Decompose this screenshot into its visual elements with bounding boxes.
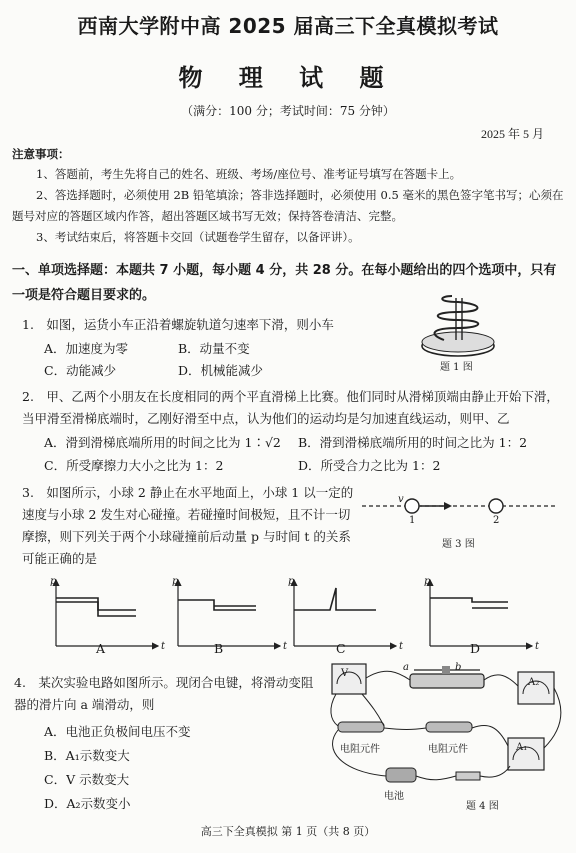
exam-meta: （满分：100 分；考试时间：75 分钟） <box>181 104 395 118</box>
exam-date: 2025 年 5 月 <box>480 127 544 141</box>
graph-b-t-label: t <box>283 641 288 652</box>
notes-heading: 注意事项： <box>12 147 70 161</box>
q1-caption: 题 1 图 <box>440 362 473 373</box>
q4-stem: 4. 某次实验电路如图所示。现闭合电键，将滑动变阻器的滑片向 a 端滑动，则 <box>14 675 314 712</box>
note-2: 2、答选择题时，必须使用 2B 铅笔填涂；答非选择题时，必须使用 0.5 毫米的黑色签字笔书写；心须在题号对应的答题区域内作答，超出答题区域书写无效；保持答卷清洁、完整。 <box>12 188 564 223</box>
graph-a-p-label: p <box>50 576 57 587</box>
q3-stem: 3. 如图所示，小球 2 静止在水平地面上，小球 1 以一定的速度与小球 2 发生对心碰撞。若碰撞时间极短，且不计一切摩擦，则下列关于两个小球碰撞前后动量 p 与时间 t 的关系可能正确的是 <box>22 485 354 566</box>
q4-terminal-b: b <box>455 662 462 673</box>
q3-caption: 题 3 图 <box>442 539 475 550</box>
q1-option-d: D．机械能减少 <box>178 363 264 378</box>
q2-option-a: A．滑到滑梯底端所用的时间之比为 1∶√2 <box>44 435 281 450</box>
q4-resistor-label-1: 电阻元件 <box>340 744 380 755</box>
graph-b-label: B <box>214 641 224 656</box>
q4-option-b: B．A₁示数变大 <box>44 748 130 763</box>
note-3: 3、考试结束后，将答题卡交回（试题卷学生留存，以备评讲）。 <box>36 230 360 244</box>
q4-option-d: D．A₂示数变小 <box>44 796 131 811</box>
graph-a-label: A <box>96 641 106 656</box>
graph-d-p-label: p <box>424 576 431 587</box>
q3-ball2-label: 2 <box>493 515 500 526</box>
q3-collision-figure <box>362 490 558 530</box>
section-heading: 一、单项选择题：本题共 7 小题，每小题 4 分，共 28 分。在每小题给出的四个选项中，只有一项是符合题目要求的。 <box>12 263 557 303</box>
graph-c-t-label: t <box>399 641 404 652</box>
graph-b-p-label: p <box>172 576 179 587</box>
graph-c <box>294 580 396 646</box>
q3-graphs <box>40 576 560 652</box>
spiral-track-figure <box>418 290 498 360</box>
q4-option-a: A．电池正负极间电压不变 <box>44 724 191 739</box>
q4-resistor-label-2: 电阻元件 <box>428 744 468 755</box>
q4-battery-label: 电池 <box>384 791 404 802</box>
q2-option-d: D．所受合力之比为 1：2 <box>298 458 441 473</box>
graph-c-p-label: p <box>288 576 295 587</box>
q4-caption: 题 4 图 <box>466 801 499 812</box>
q1-option-b: B．动量不变 <box>178 341 250 356</box>
q4-terminal-a: a <box>403 662 409 673</box>
q3-velocity-label: v <box>398 494 404 505</box>
graph-b <box>178 580 280 646</box>
graph-a <box>56 580 158 646</box>
q1-stem: 1. 如图，运货小车正沿着螺旋轨道匀速率下滑，则小车 <box>22 317 334 332</box>
q2-stem: 2. 甲、乙两个小朋友在长度相同的两个平直滑梯上比赛。他们同时从滑梯顶端由静止开始下滑，当甲滑至滑梯底端时，乙刚好滑至中点，认为他们的运动均是匀加速直线运动，则甲、乙 <box>22 389 559 426</box>
graph-d <box>430 580 532 646</box>
q4-option-c: C．V 示数变大 <box>44 772 130 787</box>
page-footer: 高三下全真模拟 第 1 页（共 8 页） <box>200 825 376 838</box>
q4-ammeter-a2-label: A₂ <box>528 677 540 688</box>
graph-a-t-label: t <box>161 641 166 652</box>
graph-d-label: D <box>470 641 481 656</box>
q1-option-a: A．加速度为零 <box>44 341 129 356</box>
q2-option-b: B．滑到滑梯底端所用的时间之比为 1：2 <box>298 435 528 450</box>
graph-d-t-label: t <box>535 641 540 652</box>
graph-c-label: C <box>336 641 346 656</box>
q3-ball1-label: 1 <box>409 515 416 526</box>
subject-title: 物 理 试 题 <box>178 63 398 92</box>
q2-option-c: C．所受摩擦力大小之比为 1：2 <box>44 458 224 473</box>
q4-ammeter-a1-label: A₁ <box>516 742 528 753</box>
q4-voltmeter-label: V <box>341 668 349 679</box>
q1-option-c: C．动能减少 <box>44 363 117 378</box>
exam-title: 西南大学附中高 2025 届高三下全真模拟考试 <box>77 14 499 38</box>
note-1: 1、答题前，考生先将自己的姓名、班级、考场/座位号、准考证号填写在答题卡上。 <box>36 167 462 181</box>
